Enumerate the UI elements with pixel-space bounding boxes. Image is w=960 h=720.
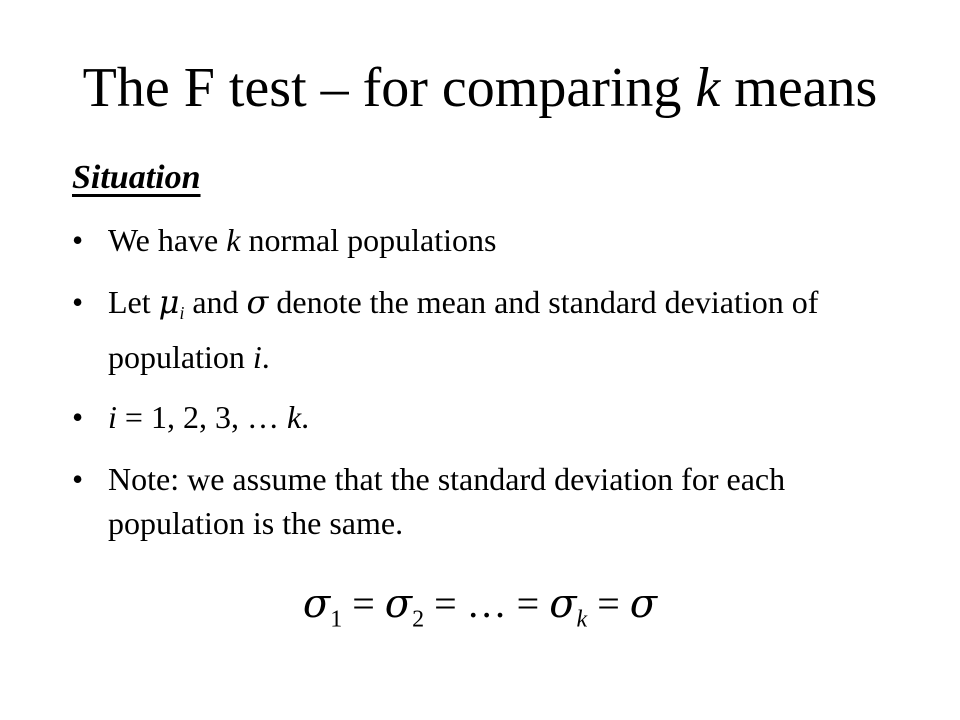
equal-sigma-equation <box>0 576 960 648</box>
bullet-definitions <box>72 280 892 379</box>
eq-sub-1: 1 <box>330 606 343 633</box>
bullet-index-range <box>72 395 892 439</box>
eq-sub-2: 2 <box>412 606 425 633</box>
slide-title <box>0 52 960 124</box>
bullet-1-text-b: normal populations <box>240 222 497 258</box>
title-k: k <box>695 57 721 119</box>
bullet-1-text-a: We have <box>108 222 227 258</box>
bullet-2-text-a: Let <box>108 284 159 320</box>
mu-symbol: μ <box>158 283 180 321</box>
bullet-3-period: . <box>301 399 310 436</box>
bullet-2-i: i <box>252 339 262 376</box>
bullet-equal-sd-note <box>72 457 892 545</box>
title-text-start: The F test – for comparing <box>82 57 696 119</box>
bullet-3-i: i <box>108 399 117 436</box>
mu-subscript: i <box>179 303 185 324</box>
bullet-3-text-a: = 1, 2, 3, … <box>116 399 287 436</box>
eq-equals-3: = <box>506 581 550 626</box>
eq-ellipsis: … <box>466 581 507 626</box>
bullet-1-k: k <box>226 222 241 258</box>
sigma-symbol: σ <box>246 283 269 321</box>
situation-heading: Situation <box>72 159 201 196</box>
bullet-2-text-c: denote the mean and standard deviation of population <box>108 284 819 376</box>
title-text-end: means <box>720 57 878 119</box>
eq-equals-2: = <box>424 581 467 626</box>
bullet-4-text: Note: we assume that the standard deviation for each population is the same. <box>108 461 786 542</box>
bullet-2-period: . <box>261 339 270 376</box>
eq-sigma-2: σ <box>384 581 413 627</box>
eq-sigma-1: σ <box>302 581 331 627</box>
bullet-3-k: k <box>286 399 302 436</box>
bullet-2-text-b: and <box>184 284 247 320</box>
eq-sub-k: k <box>576 606 588 633</box>
eq-equals-4: = <box>587 581 630 626</box>
bullet-k-populations <box>72 218 892 262</box>
bullet-list <box>72 218 892 561</box>
eq-sigma-k: σ <box>549 581 577 627</box>
eq-equals-1: = <box>342 581 385 626</box>
eq-sigma: σ <box>629 581 658 627</box>
